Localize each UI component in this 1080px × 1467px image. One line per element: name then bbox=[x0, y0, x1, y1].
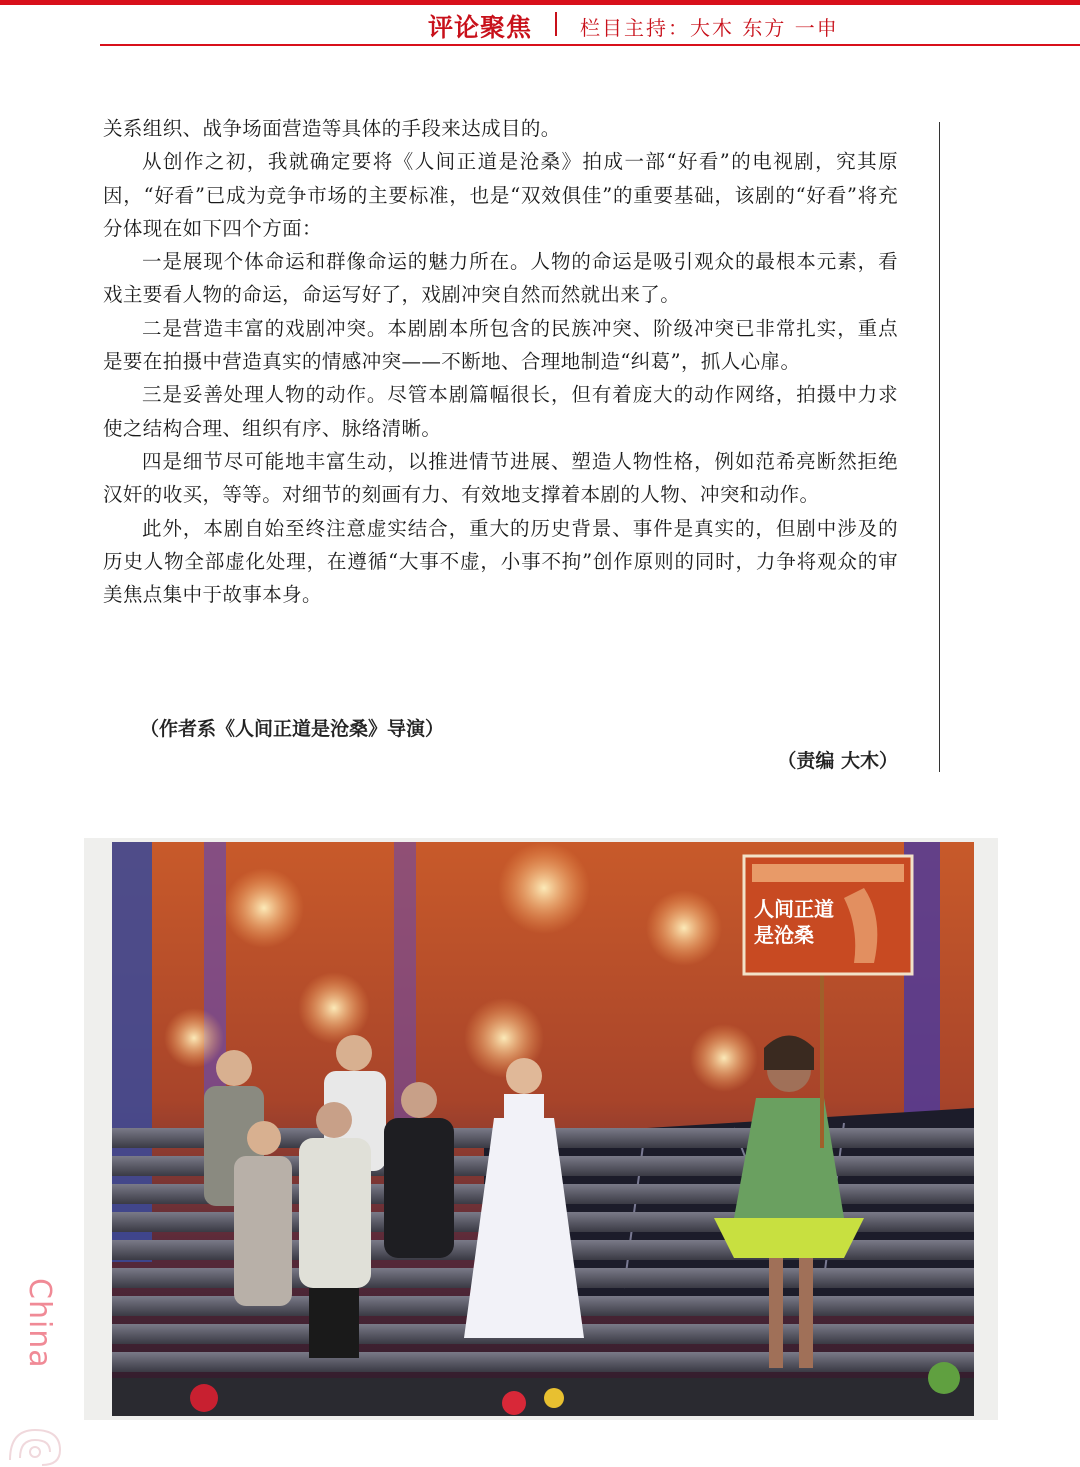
header-rule bbox=[100, 44, 1080, 46]
sign-text-line1: 人间正道 bbox=[754, 897, 834, 921]
paragraph: 从创作之初，我就确定要将《人间正道是沧桑》拍成一部“好看”的电视剧，究其原因，“好看”已成为竞争市场的主要标准，也是“双效俱佳”的重要基础，该剧的“好看”将充分体现在如下四个方面： bbox=[103, 150, 898, 240]
header-separator bbox=[555, 12, 557, 36]
decorative-swirl-icon bbox=[0, 1370, 70, 1467]
paragraph: 二是营造丰富的戏剧冲突。本剧剧本所包含的民族冲突、阶级冲突已非常扎实，重点是要在拍摄中营造真实的情感冲突——不断地、合理地制造“纠葛”，抓人心扉。 bbox=[103, 316, 898, 374]
stage-photo bbox=[84, 838, 998, 1420]
paragraph: 四是细节尽可能地丰富生动，以推进情节进展、塑造人物性格，例如范希亮断然拒绝汉奸的收买，等等。对细节的刻画有力、有效地支撑着本剧的人物、冲突和动作。 bbox=[103, 449, 898, 507]
article-body bbox=[103, 112, 898, 611]
paragraph: 一是展现个体命运和群像命运的魅力所在。人物的命运是吸引观众的最根本元素，看戏主要看人物的命运，命运写好了，戏剧冲突自然而然就出来了。 bbox=[103, 250, 898, 307]
paragraph: 此外，本剧自始至终注意虚实结合，重大的历史背景、事件是真实的，但剧中涉及的历史人物全部虚化处理，在遵循“大事不虚，小事不拘”创作原则的同时，力争将观众的审美焦点集中于故事本身。 bbox=[103, 516, 898, 607]
sign-text-line2: 是沧桑 bbox=[754, 923, 814, 947]
section-title: 评论聚焦 bbox=[428, 13, 533, 42]
paragraph: 关系组织、战争场面营造等具体的手段来达成目的。 bbox=[103, 117, 561, 140]
author-note: （作者系《人间正道是沧桑》导演） bbox=[140, 718, 445, 740]
top-red-bar bbox=[0, 0, 1080, 5]
editor-note: （责编 大木） bbox=[777, 750, 898, 772]
brand-china: China bbox=[22, 1278, 57, 1369]
column-hosts: 栏目主持：大木 东方 一申 bbox=[580, 16, 839, 40]
paragraph: 三是妥善处理人物的动作。尽管本剧篇幅很长，但有着庞大的动作网络，拍摄中力求使之结构合理、组织有序、脉络清晰。 bbox=[103, 383, 898, 440]
column-divider bbox=[939, 122, 940, 772]
